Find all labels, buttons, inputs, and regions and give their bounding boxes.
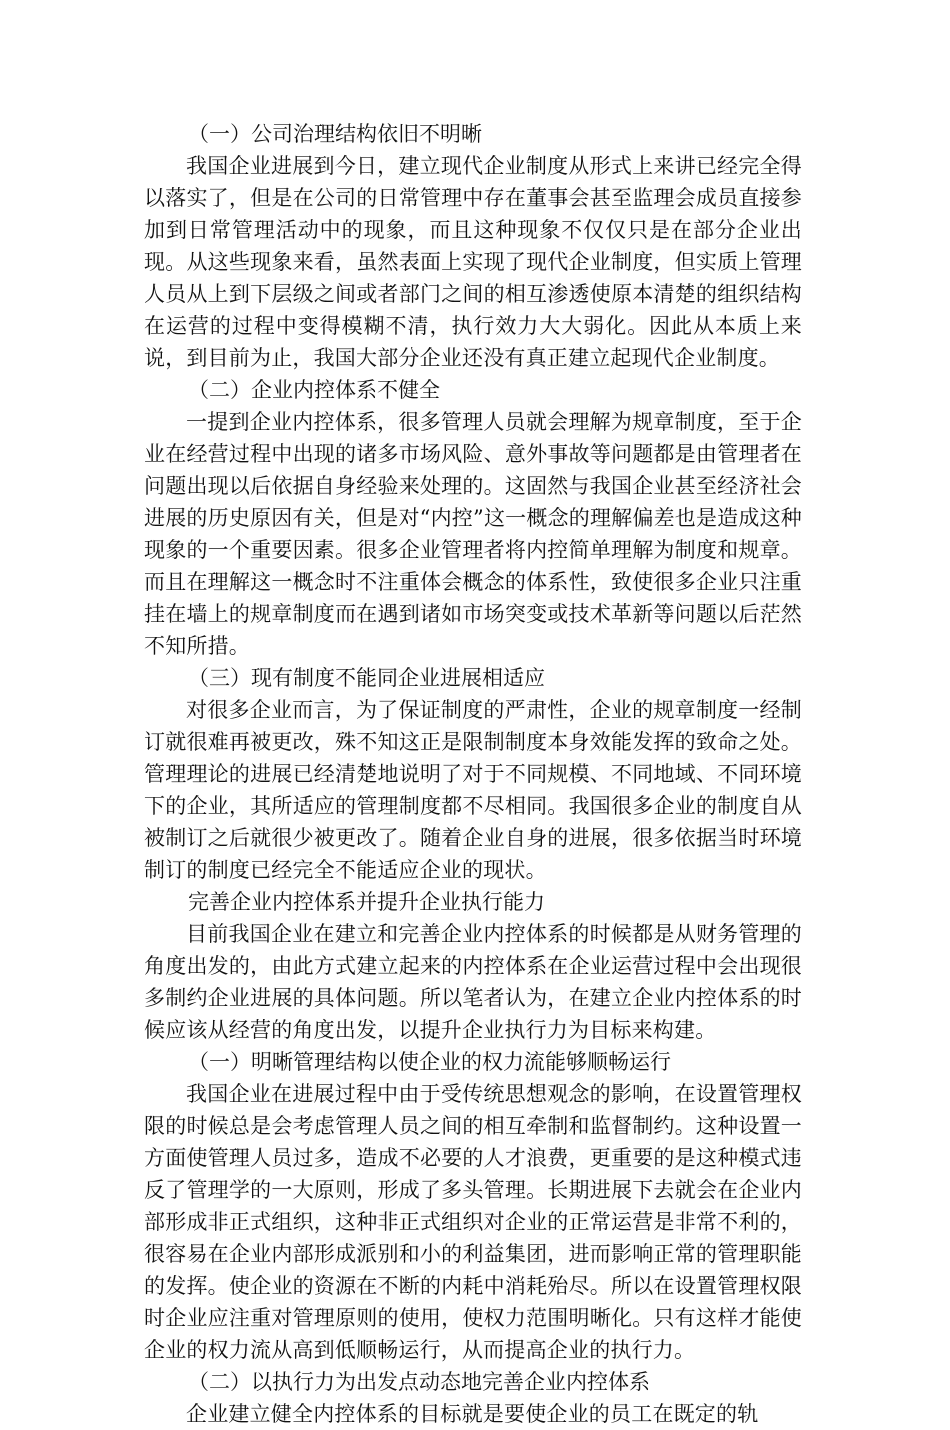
section-heading-governance: （一）公司治理结构依旧不明晰 <box>188 122 482 146</box>
paragraph-internal-control: 一提到企业内控体系，很多管理人员就会理解为规章制度，至于企业在经营过程中出现的诸多市场风险、意外事故等问题都是由管理者在问题出现以后依据自身经验来处理的。这固然与我国企业甚至经济社会进展的历史原因有关，但是对“内控”这一概念的理解偏差也是造成这种现象的一个重要因素。很多企业管理者将内控简单理解为制度和规章。而且在理解这一概念时不注重体会概念的体系性，致使很多企业只注重挂在墙上的规章制度而在遇到诸如市场突变或技术革新等问题以后茫然不知所措。 <box>144 410 802 658</box>
paragraph-existing-system: 对很多企业而言，为了保证制度的严肃性，企业的规章制度一经制订就很难再被更改，殊不知这正是限制制度本身效能发挥的致命之处。管理理论的进展已经清楚地说明了对于不同规模、不同地域、不同环境下的企业，其所适应的管理制度都不尽相同。我国很多企业的制度自从被制订之后就很少被更改了。随着企业自身的进展，很多依据当时环境制订的制度已经完全不能适应企业的现状。 <box>144 698 802 882</box>
paragraph-execution: 企业建立健全内控体系的目标就是要使企业的员工在既定的轨 <box>186 1402 759 1426</box>
section-heading-improve-control: 完善企业内控体系并提升企业执行能力 <box>188 890 545 914</box>
paragraph-management-structure: 我国企业在进展过程中由于受传统思想观念的影响，在设置管理权限的时候总是会考虑管理人员之间的相互牵制和监督制约。这种设置一方面使管理人员过多，造成不必要的人才浪费，更重要的是这种模式违反了管理学的一大原则，形成了多头管理。长期进展下去就会在企业内部形成非正式组织，这种非正式组织对企业的正常运营是非常不利的，很容易在企业内部形成派别和小的利益集团，进而影响正常的管理职能的发挥。使企业的资源在不断的内耗中消耗殆尽。所以在设置管理权限时企业应注重对管理原则的使用，使权力范围明晰化。只有这样才能使企业的权力流从高到低顺畅运行，从而提高企业的执行力。 <box>144 1082 802 1362</box>
document-page <box>144 118 802 1430</box>
paragraph-improve-control: 目前我国企业在建立和完善企业内控体系的时候都是从财务管理的角度出发的，由此方式建立起来的内控体系在企业运营过程中会出现很多制约企业进展的具体问题。所以笔者认为，在建立企业内控体系的时候应该从经营的角度出发，以提升企业执行力为目标来构建。 <box>144 922 802 1042</box>
section-heading-internal-control: （二）企业内控体系不健全 <box>188 378 440 402</box>
paragraph-governance: 我国企业进展到今日，建立现代企业制度从形式上来讲已经完全得以落实了，但是在公司的日常管理中存在董事会甚至监理会成员直接参加到日常管理活动中的现象，而且这种现象不仅仅只是在部分企业出现。从这些现象来看，虽然表面上实现了现代企业制度，但实质上管理人员从上到下层级之间或者部门之间的相互渗透使原本清楚的组织结构在运营的过程中变得模糊不清，执行效力大大弱化。因此从本质上来说，到目前为止，我国大部分企业还没有真正建立起现代企业制度。 <box>144 154 802 370</box>
section-heading-management-structure: （一）明晰管理结构以使企业的权力流能够顺畅运行 <box>188 1050 671 1074</box>
section-heading-execution: （二）以执行力为出发点动态地完善企业内控体系 <box>188 1370 650 1394</box>
section-heading-existing-system: （三）现有制度不能同企业进展相适应 <box>188 666 545 690</box>
